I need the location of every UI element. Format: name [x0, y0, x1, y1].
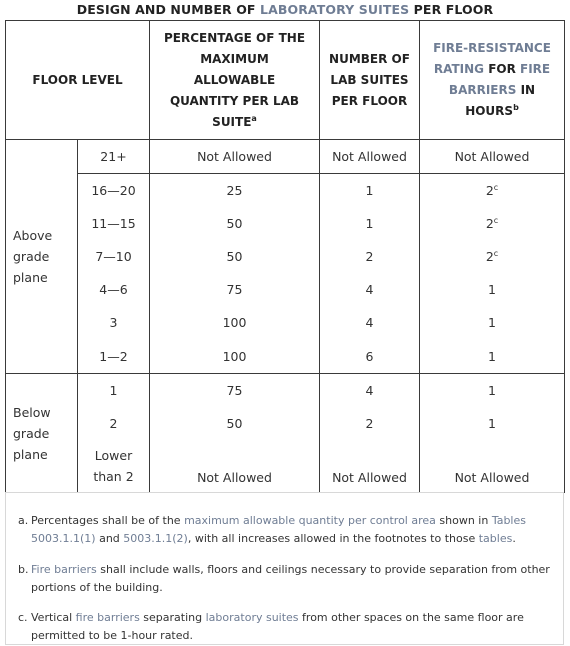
pct-cell: Not Allowed — [150, 140, 320, 174]
pct-cell: Not Allowed — [150, 440, 320, 493]
num-cell: 2 — [320, 240, 420, 273]
rating-cell: 1 — [420, 374, 565, 408]
footnote-b: b. Fire barriers shall include walls, floors and ceilings necessary to provide separation from other portions of the building. — [18, 563, 550, 594]
table-row — [6, 407, 565, 440]
footnote-ref-b[interactable]: b — [513, 103, 519, 112]
header-number-of-suites: NUMBER OF LAB SUITES PER FLOOR — [320, 21, 420, 140]
rating-cell: 1 — [420, 339, 565, 374]
link-table-5003-1-1-2[interactable]: 5003.1.1(2) — [123, 531, 188, 545]
link-table-5003-1-1-1[interactable]: Tables 5003.1.1(1) — [31, 514, 526, 545]
title-term-laboratory-suites[interactable]: LABORATORY SUITES — [260, 2, 410, 17]
num-cell: 4 — [320, 306, 420, 339]
table-row — [6, 174, 565, 208]
footnote-a: a. Percentages shall be of the maximum allowable quantity per control area shown in Tables 5003.1.1(1) and 5003.1.1(2), with all increases allowed in the footnotes to those tables. — [18, 514, 526, 545]
pct-cell: 75 — [150, 374, 320, 408]
term-fire-barriers[interactable]: FIRE BARRIERS — [448, 62, 551, 97]
table-row — [6, 273, 565, 306]
pct-cell: 100 — [150, 339, 320, 374]
floor-cell: 21+ — [78, 140, 150, 174]
num-cell: 4 — [320, 273, 420, 306]
footnote-c: c. Vertical fire barriers separating laboratory suites from other spaces on the same floor are permitted to be 1-hour rated. — [18, 611, 524, 642]
group-below-grade: Below grade plane — [6, 374, 78, 493]
title-part-2: PER FLOOR — [409, 2, 494, 17]
group-above-grade: Above grade plane — [6, 140, 78, 374]
floor-cell: 11—15 — [78, 207, 150, 240]
rating-cell: Not Allowed — [420, 140, 565, 174]
rating-cell: 2$^c$ — [420, 207, 565, 240]
footnote-label: a. — [18, 514, 29, 527]
pct-cell: 50 — [150, 407, 320, 440]
term-fire-barriers[interactable]: fire barriers — [75, 611, 140, 624]
floor-cell: 7—10 — [78, 240, 150, 273]
footnote-ref-a[interactable]: a — [251, 113, 257, 123]
rating-cell: 1 — [420, 273, 565, 306]
pct-cell: 50 — [150, 207, 320, 240]
table-row — [6, 306, 565, 339]
table-row — [6, 240, 565, 273]
link-tables[interactable]: tables — [478, 531, 513, 545]
num-cell: 1 — [320, 207, 420, 240]
floor-cell: 16—20 — [78, 174, 150, 208]
term-maq-per-control-area[interactable]: maximum allowable quantity per control area — [184, 514, 436, 527]
rating-cell: 1 — [420, 306, 565, 339]
table-row — [6, 207, 565, 240]
lab-suites-table — [5, 20, 565, 493]
num-cell: 2 — [320, 407, 420, 440]
num-cell: 4 — [320, 374, 420, 408]
floor-cell: 3 — [78, 306, 150, 339]
term-laboratory-suites[interactable]: laboratory suites — [205, 611, 299, 624]
table-row — [6, 140, 565, 174]
footnote-label: c. — [18, 611, 28, 624]
num-cell: 1 — [320, 174, 420, 208]
pct-cell: 50 — [150, 240, 320, 273]
table-row — [6, 374, 565, 408]
footnote-ref-c[interactable]: c — [493, 182, 499, 192]
term-fire-barriers[interactable]: Fire barriers — [31, 563, 97, 576]
num-cell: 6 — [320, 339, 420, 374]
rating-cell: Not Allowed — [420, 440, 565, 493]
num-cell: Not Allowed — [320, 440, 420, 493]
footnotes — [5, 492, 564, 645]
footnote-ref-c[interactable]: c — [493, 248, 499, 258]
floor-cell: 1—2 — [78, 339, 150, 374]
footnote-label: b. — [18, 563, 29, 576]
header-fire-rating: FIRE-RESISTANCE RATING FOR FIRE BARRIERS IN HOURS$^b$ — [420, 21, 565, 140]
pct-cell: 75 — [150, 273, 320, 306]
table-row — [6, 440, 565, 493]
floor-cell: Lower than 2 — [78, 440, 150, 493]
floor-cell: 1 — [78, 374, 150, 408]
header-row — [6, 21, 565, 140]
pct-cell: 100 — [150, 306, 320, 339]
pct-cell: 25 — [150, 174, 320, 208]
table-title — [0, 2, 570, 17]
rating-cell: 2$^c$ — [420, 174, 565, 208]
header-percentage: PERCENTAGE OF THE MAXIMUM ALLOWABLE QUANTITY PER LAB SUITE$^a$ — [150, 21, 320, 140]
floor-cell: 2 — [78, 407, 150, 440]
table-row — [6, 339, 565, 374]
rating-cell: 1 — [420, 407, 565, 440]
footnote-ref-c[interactable]: c — [493, 215, 499, 225]
header-floor-level: FLOOR LEVEL — [6, 21, 150, 140]
term-fire-resistance-rating[interactable]: FIRE-RESISTANCE RATING — [433, 41, 551, 76]
num-cell: Not Allowed — [320, 140, 420, 174]
title-part-1: DESIGN AND NUMBER OF — [76, 2, 261, 17]
rating-cell: 2$^c$ — [420, 240, 565, 273]
floor-cell: 4—6 — [78, 273, 150, 306]
